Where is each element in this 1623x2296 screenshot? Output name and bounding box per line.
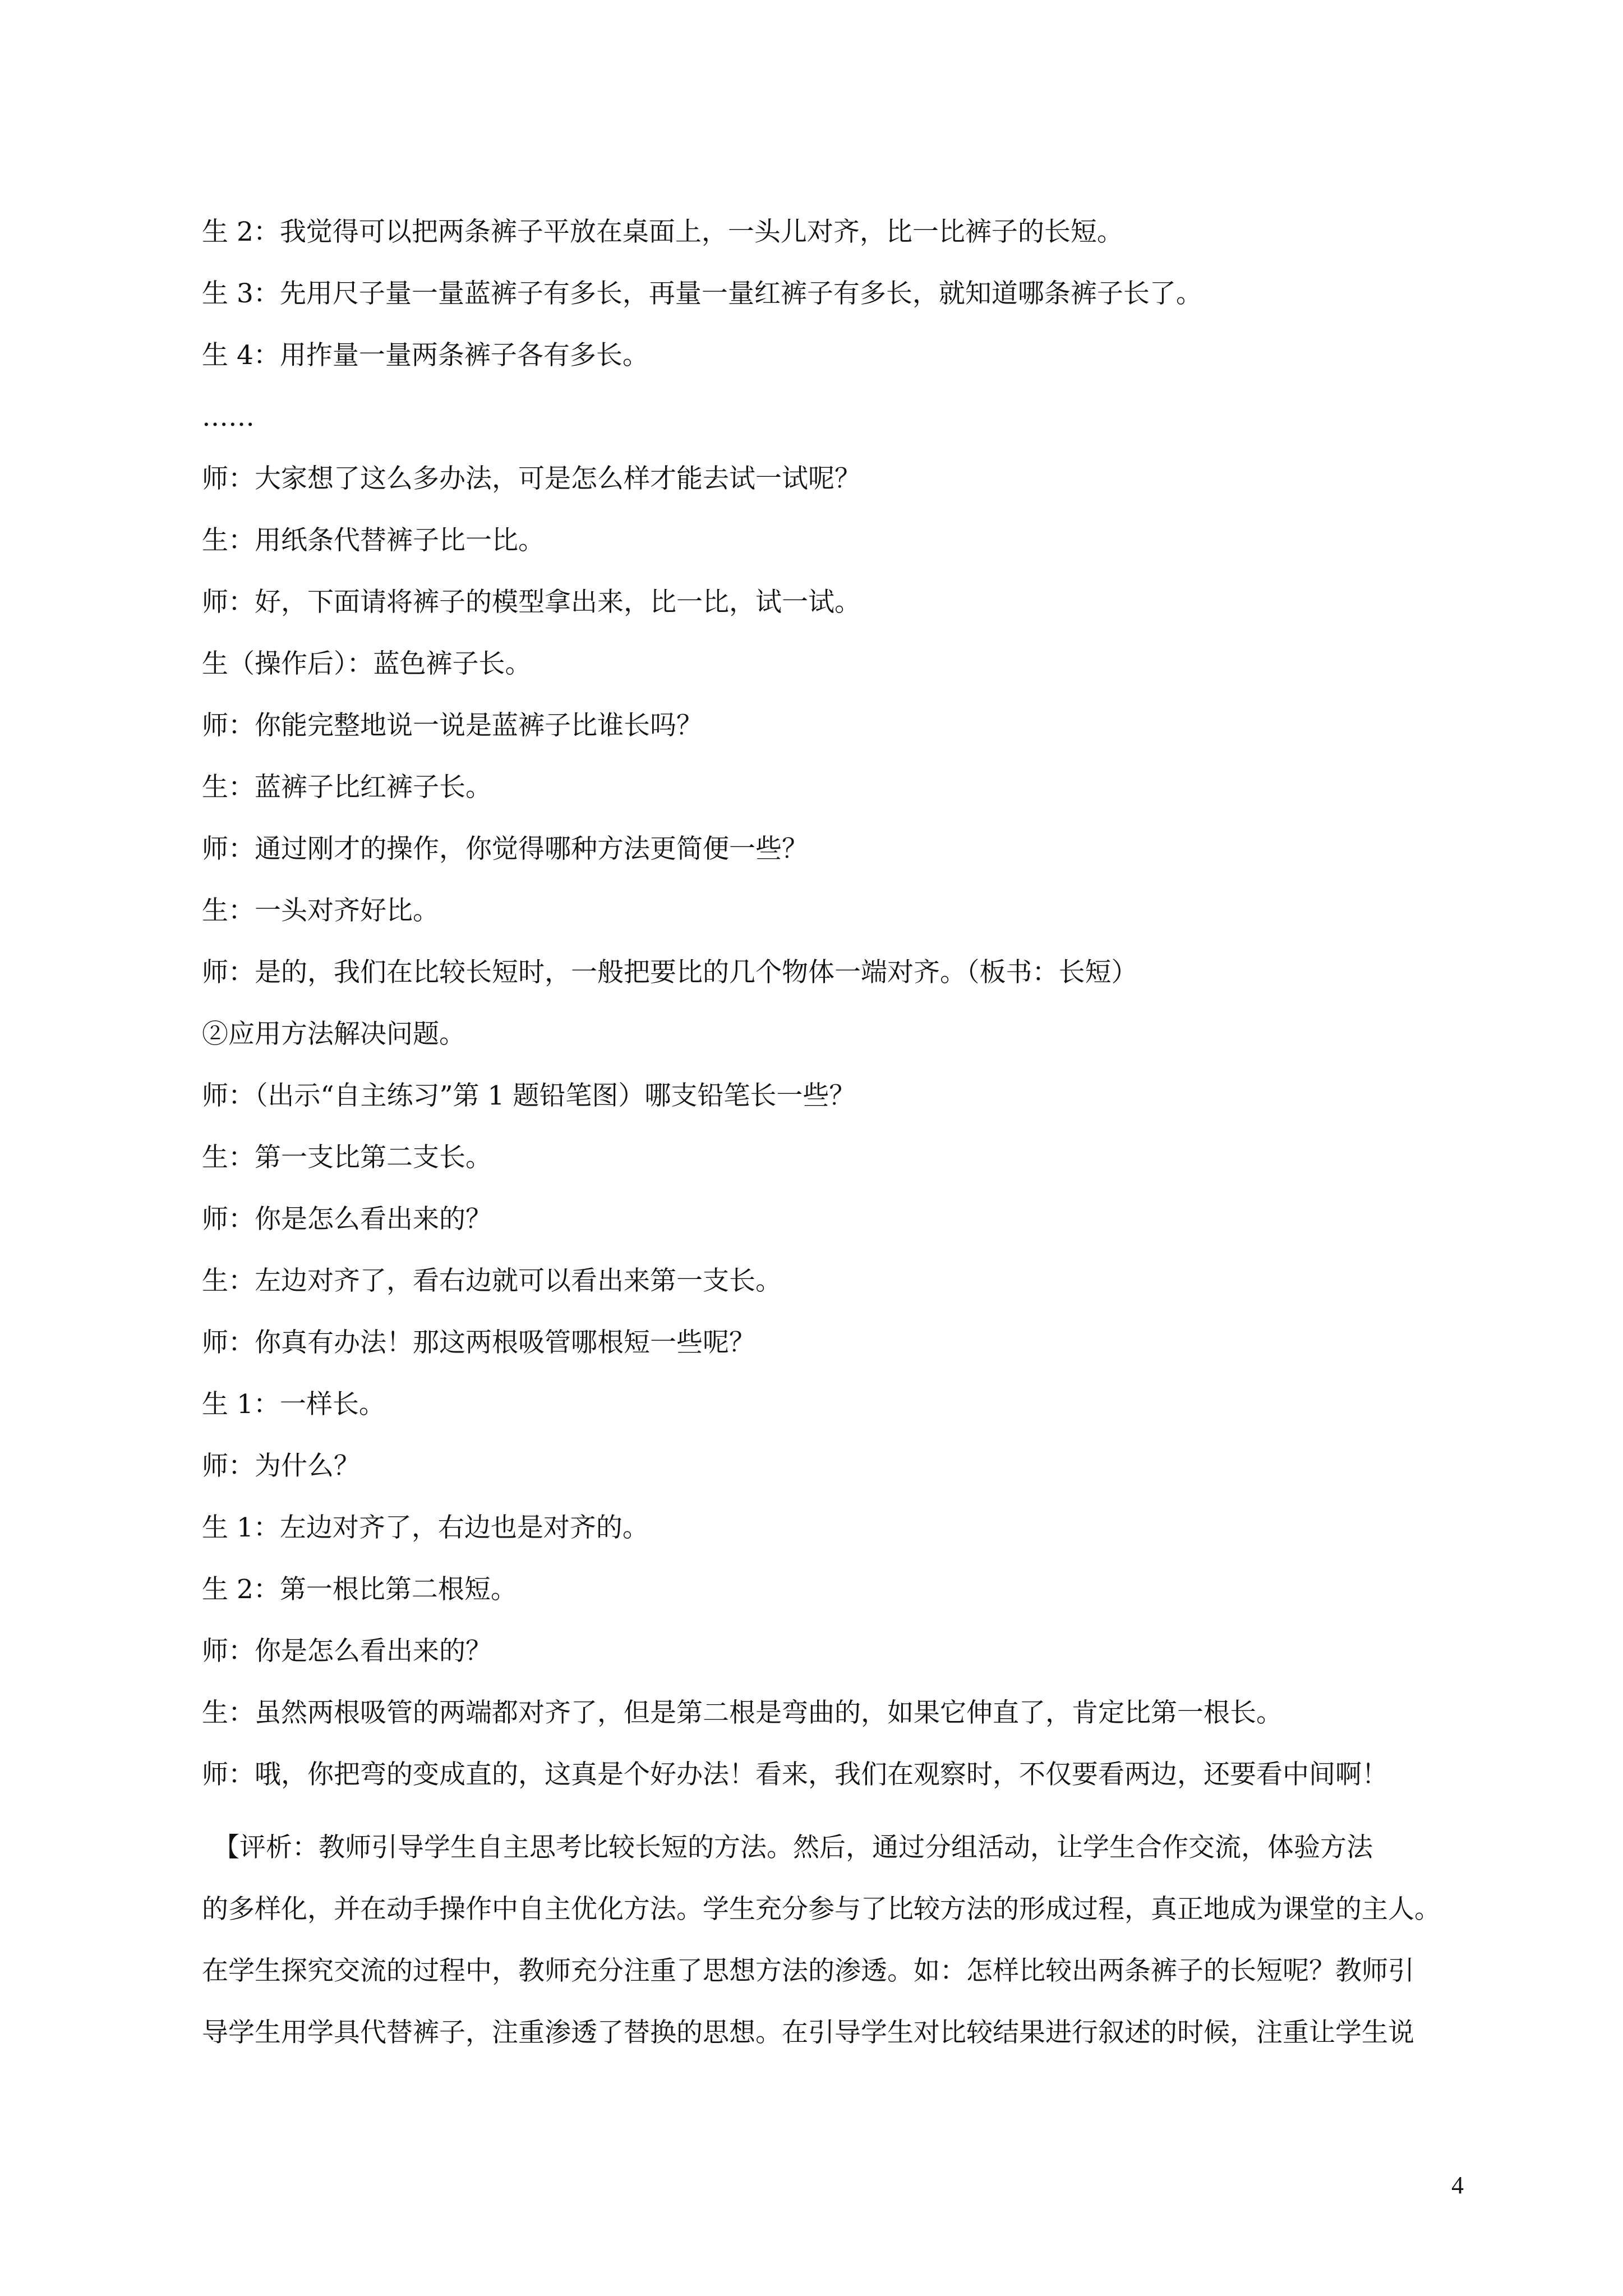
text-line: 师：你能完整地说一说是蓝裤子比谁长吗？	[202, 710, 703, 741]
comment-line: 【评析：教师引导学生自主思考比较长短的方法。然后，通过分组活动，让学生合作交流，体验方法	[213, 1832, 1373, 1863]
text-line: 师：哦，你把弯的变成直的，这真是个好办法！看来，我们在观察时，不仅要看两边，还要看中间啊！	[202, 1759, 1388, 1790]
text-line: 生 2：我觉得可以把两条裤子平放在桌面上，一头儿对齐，比一比裤子的长短。	[202, 217, 1123, 247]
text-line: ②应用方法解决问题。	[202, 1019, 465, 1050]
text-line: 生：左边对齐了，看右边就可以看出来第一支长。	[202, 1266, 782, 1296]
comment-line: 导学生用学具代替裤子，注重渗透了替换的思想。在引导学生对比较结果进行叙述的时候，注重让学生说	[202, 2017, 1414, 2048]
text-line: 师：（出示“自主练习”第 1 题铅笔图）哪支铅笔长一些？	[202, 1080, 856, 1111]
text-line: 生：第一支比第二支长。	[202, 1142, 492, 1173]
text-line: ……	[202, 402, 255, 432]
text-line: 生 3：先用尺子量一量蓝裤子有多长，再量一量红裤子有多长，就知道哪条裤子长了。	[202, 278, 1202, 309]
text-line: 生：蓝裤子比红裤子长。	[202, 772, 492, 803]
text-line: 师：大家想了这么多办法，可是怎么样才能去试一试呢？	[202, 463, 861, 494]
comment-line: 的多样化，并在动手操作中自主优化方法。学生充分参与了比较方法的形成过程，真正地成为课堂的主人。	[202, 1894, 1441, 1925]
text-line: 生 2：第一根比第二根短。	[202, 1574, 517, 1605]
text-line: 师：是的，我们在比较长短时，一般把要比的几个物体一端对齐。（板书：长短）	[202, 957, 1138, 988]
text-line: 师：为什么？	[202, 1451, 360, 1481]
text-line: 生：虽然两根吸管的两端都对齐了，但是第二根是弯曲的，如果它伸直了，肯定比第一根长。	[202, 1697, 1283, 1728]
text-line: 生 4：用拃量一量两条裤子各有多长。	[202, 340, 649, 371]
comment-line: 在学生探究交流的过程中，教师充分注重了思想方法的渗透。如：怎样比较出两条裤子的长短呢？教师引	[202, 1955, 1414, 1986]
text-line: 生（操作后）：蓝色裤子长。	[202, 648, 532, 679]
text-line: 生 1：一样长。	[202, 1389, 385, 1420]
text-line: 师：你真有办法！那这两根吸管哪根短一些呢？	[202, 1327, 755, 1358]
text-line: 师：你是怎么看出来的？	[202, 1204, 492, 1235]
text-line: 生：一头对齐好比。	[202, 895, 439, 926]
text-line: 生 1：左边对齐了，右边也是对齐的。	[202, 1512, 649, 1543]
text-line: 师：你是怎么看出来的？	[202, 1636, 492, 1667]
text-line: 生：用纸条代替裤子比一比。	[202, 525, 545, 556]
page-number: 4	[1451, 2171, 1464, 2199]
text-line: 师：好，下面请将裤子的模型拿出来，比一比，试一试。	[202, 587, 861, 618]
text-line: 师：通过刚才的操作，你觉得哪种方法更简便一些？	[202, 834, 808, 864]
